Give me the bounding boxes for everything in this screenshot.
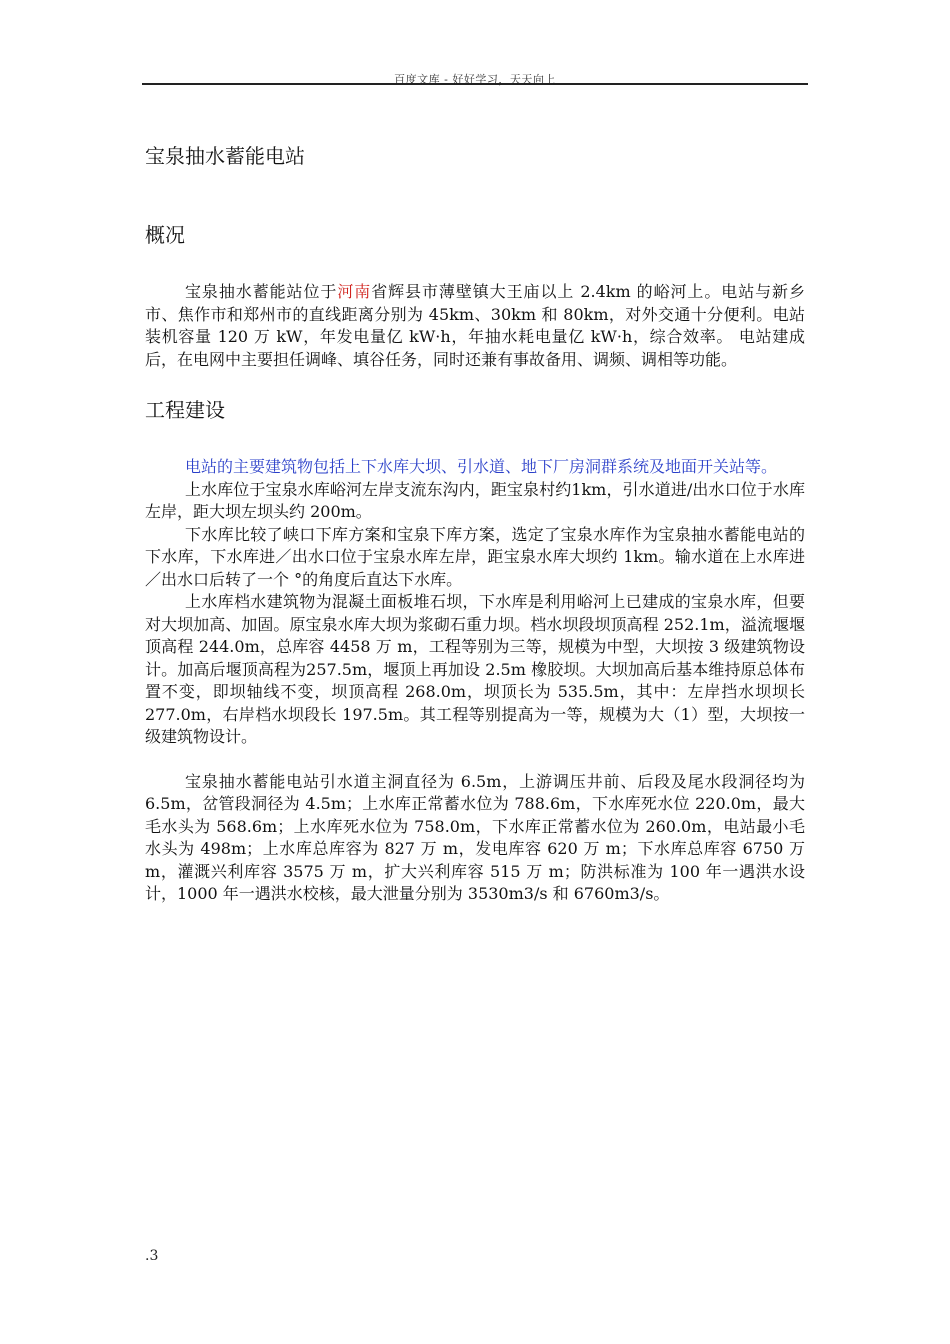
doc-title: 宝泉抽水蓄能电站 [145, 144, 305, 168]
overview-text-start: 宝泉抽水蓄能站位于 [185, 282, 338, 301]
document-body [145, 140, 805, 906]
dam-paragraph: 上水库档水建筑物为混凝土面板堆石坝，下水库是利用峪河上已建成的宝泉水库，但要对大坝加高、加固。原宝泉水库大坝为浆砌石重力坝。档水坝段坝顶高程 252.1m，溢流堰堰顶高程 244.0m，总库容 4458 万 m，工程等别为三等，规模为中型，大坝按 3 级建筑物设计。加高后堰顶高程为257.5m，堰顶上再加设 2.5m 橡胶坝。大坝加高后基本维持原总体布置不变，即坝轴线不变，坝顶高程 268.0m，坝顶长为 535.5m，其中：左岸挡水坝坝长 277.0m，右岸档水坝段长 197.5m。其工程等别提高为一等，规模为大（1）型，大坝按一级建筑物设计。 [145, 592, 805, 746]
page-number: .3 [145, 1248, 159, 1264]
page-header: 百度文库 - 好好学习，天天向上 [394, 73, 556, 86]
section-title-construction: 工程建设 [145, 398, 225, 422]
upper-reservoir-paragraph: 上水库位于宝泉水库峪河左岸支流东沟内，距宝泉村约1km，引水道进/出水口位于水库左岸，距大坝左坝头约 200m。 [145, 479, 805, 521]
section-title-overview: 概况 [145, 223, 185, 247]
construction-summary-link[interactable]: 电站的主要建筑物包括上下水库大坝、引水道、地下厂房洞群系统及地面开关站等。 [185, 457, 778, 476]
place-link-henan[interactable]: 河南 [337, 282, 372, 301]
waterway-paragraph: 宝泉抽水蓄能电站引水道主洞直径为 6.5m，上游调压井前、后段及尾水段洞径均为 6.5m，岔管段洞径为 4.5m；上水库正常蓄水位为 788.6m，下水库死水位 220.0m，最大毛水头为 568.6m；上水库死水位为 758.0m，下水库正常蓄水位为 260.0m，电站最小毛水头为 498m；上水库总库容为 827 万 m，发电库容 620 万 m；下水库总库容 6750 万 m，灌溉兴利库容 3575 万 m，扩大兴利库容 515 万 m；防洪标准为 100 年一遇洪水设计，1000 年一遇洪水校核，最大泄量分别为 3530m3/s 和 6760m3/s。 [145, 771, 805, 903]
header-rule [142, 83, 808, 85]
overview-paragraph [145, 281, 805, 371]
lower-reservoir-paragraph: 下水库比较了峡口下库方案和宝泉下库方案，选定了宝泉水库作为宝泉抽水蓄能电站的下水库，下水库进／出水口位于宝泉水库左岸，距宝泉水库大坝约 1km。输水道在上水库进／出水口后转了一个 °的角度后直达下水库。 [145, 524, 805, 589]
overview-text-rest: 省辉县市薄壁镇大王庙以上 2.4km 的峪河上。电站与新乡市、焦作市和郑州市的直线距离分别为 45km、30km 和 80km，对外交通十分便利。电站装机容量 120 万 kW，年发电量亿 kW·h，年抽水耗电量亿 kW·h，综合效率。 电站建成后，在电网中主要担任调峰、填谷任务，同时还兼有事故备用、调频、调相等功能。 [145, 282, 805, 369]
